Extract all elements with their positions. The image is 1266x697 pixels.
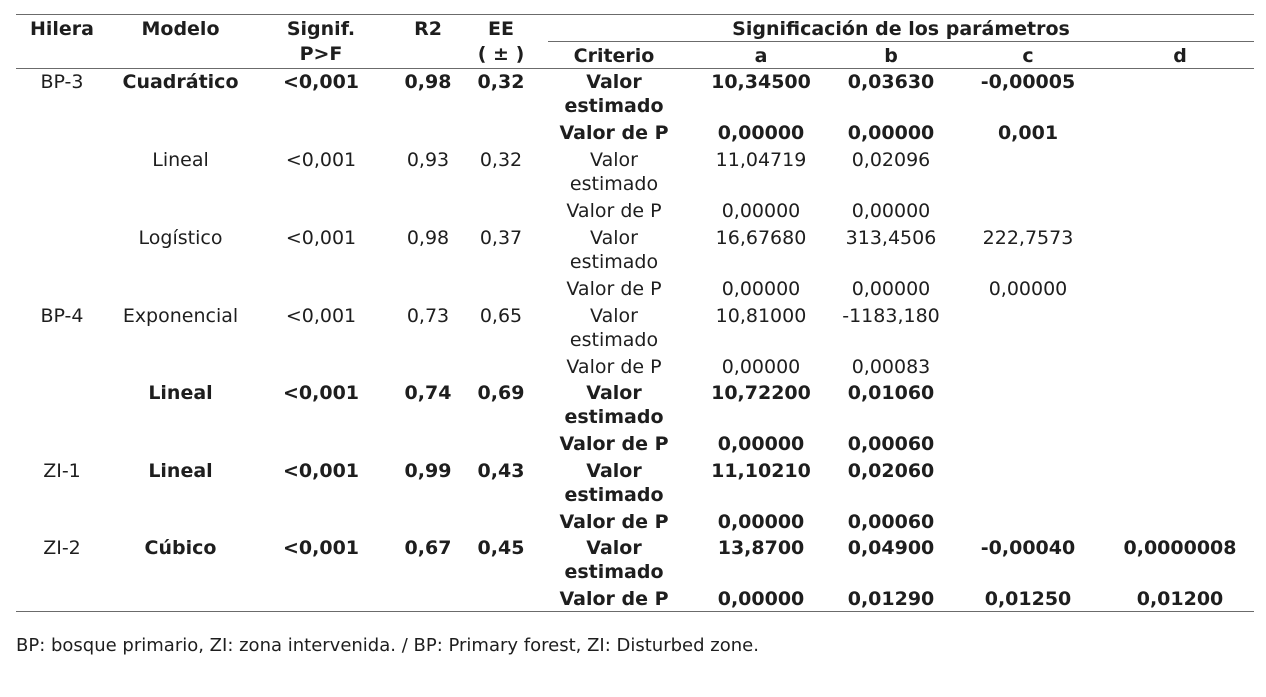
- cell-signif: <0,001: [285, 227, 357, 249]
- cell-criterio-estimado-line2: estimado: [564, 484, 664, 506]
- cell-estimate-b: 0,03630: [847, 71, 935, 93]
- cell-p-b: 0,00000: [851, 278, 931, 300]
- cell-p-b: 0,01290: [847, 588, 935, 610]
- cell-criterio-estimado-line2: estimado: [564, 406, 664, 428]
- header-signif-line2: P>F: [299, 43, 343, 65]
- cell-ee: 0,32: [479, 149, 523, 171]
- cell-estimate-a: 10,34500: [711, 71, 811, 93]
- cell-estimate-a: 11,04719: [715, 149, 807, 171]
- cell-signif: <0,001: [282, 71, 360, 93]
- cell-p-c: 0,01250: [984, 588, 1072, 610]
- cell-p-b: 0,00000: [851, 200, 931, 222]
- cell-criterio-estimado-line1: Valor: [590, 227, 638, 249]
- header-b: b: [884, 45, 898, 67]
- cell-signif: <0,001: [282, 382, 360, 404]
- header-c: c: [1022, 45, 1034, 67]
- cell-modelo: Cúbico: [144, 537, 217, 559]
- cell-criterio-estimado-line1: Valor: [586, 537, 642, 559]
- cell-p-c: 0,001: [997, 122, 1059, 144]
- parameter-header-rule: [548, 41, 1254, 42]
- cell-r2: 0,99: [404, 460, 452, 482]
- cell-estimate-a: 11,10210: [711, 460, 811, 482]
- cell-modelo: Lineal: [152, 149, 209, 171]
- cell-hilera: ZI-2: [43, 537, 81, 559]
- header-a: a: [754, 45, 768, 67]
- cell-p-a: 0,00000: [717, 588, 805, 610]
- cell-estimate-a: 13,8700: [717, 537, 805, 559]
- cell-criterio-estimado-line1: Valor: [586, 382, 642, 404]
- header-bottom-rule: [16, 68, 1254, 69]
- cell-ee: 0,32: [477, 71, 525, 93]
- cell-modelo: Logístico: [138, 227, 223, 249]
- cell-criterio-estimado-line2: estimado: [569, 329, 659, 351]
- header-signif-line1: Signif.: [286, 18, 356, 40]
- header-r2: R2: [414, 18, 442, 40]
- cell-p-a: 0,00000: [717, 122, 805, 144]
- cell-signif: <0,001: [282, 537, 360, 559]
- cell-r2: 0,74: [404, 382, 452, 404]
- header-modelo: Modelo: [141, 18, 220, 40]
- cell-estimate-b: 0,02060: [847, 460, 935, 482]
- cell-criterio-estimado-line1: Valor: [590, 305, 638, 327]
- cell-criterio-estimado-line2: estimado: [564, 561, 664, 583]
- cell-estimate-b: 0,04900: [847, 537, 935, 559]
- cell-estimate-b: 0,01060: [847, 382, 935, 404]
- cell-criterio-estimado-line2: estimado: [569, 173, 659, 195]
- cell-criterio-estimado-line1: Valor: [586, 460, 642, 482]
- cell-ee: 0,37: [479, 227, 523, 249]
- cell-hilera: ZI-1: [43, 460, 81, 482]
- cell-p-a: 0,00000: [721, 278, 801, 300]
- cell-ee: 0,45: [477, 537, 525, 559]
- header-hilera: Hilera: [29, 18, 94, 40]
- cell-criterio-estimado-line2: estimado: [569, 251, 659, 273]
- cell-estimate-a: 10,72200: [711, 382, 811, 404]
- header-significacion: Significación de los parámetros: [732, 18, 1070, 40]
- cell-criterio-p: Valor de P: [559, 511, 669, 533]
- cell-modelo: Exponencial: [122, 305, 239, 327]
- cell-r2: 0,98: [404, 71, 452, 93]
- cell-ee: 0,43: [477, 460, 525, 482]
- cell-p-b: 0,00000: [847, 122, 935, 144]
- cell-criterio-p: Valor de P: [559, 122, 669, 144]
- cell-ee: 0,69: [477, 382, 525, 404]
- cell-criterio-estimado-line1: Valor: [586, 71, 642, 93]
- cell-estimate-d: 0,0000008: [1123, 537, 1237, 559]
- cell-p-d: 0,01200: [1136, 588, 1224, 610]
- header-criterio: Criterio: [573, 45, 655, 67]
- cell-p-b: 0,00083: [851, 356, 931, 378]
- cell-ee: 0,65: [479, 305, 523, 327]
- cell-signif: <0,001: [282, 460, 360, 482]
- cell-estimate-c: -0,00040: [980, 537, 1076, 559]
- header-d: d: [1173, 45, 1187, 67]
- cell-p-b: 0,00060: [847, 433, 935, 455]
- cell-signif: <0,001: [285, 149, 357, 171]
- cell-criterio-p: Valor de P: [566, 356, 662, 378]
- cell-modelo: Cuadrático: [122, 71, 239, 93]
- table-bottom-rule: [16, 611, 1254, 612]
- cell-estimate-a: 10,81000: [715, 305, 807, 327]
- cell-criterio-estimado-line1: Valor: [590, 149, 638, 171]
- cell-estimate-c: -0,00005: [980, 71, 1076, 93]
- cell-criterio-p: Valor de P: [559, 433, 669, 455]
- footnote: BP: bosque primario, ZI: zona intervenida. / BP: Primary forest, ZI: Disturbed zone.: [16, 635, 759, 656]
- cell-hilera: BP-4: [40, 305, 84, 327]
- cell-hilera: BP-3: [40, 71, 84, 93]
- cell-criterio-p: Valor de P: [559, 588, 669, 610]
- cell-p-a: 0,00000: [717, 511, 805, 533]
- cell-r2: 0,73: [406, 305, 450, 327]
- cell-r2: 0,67: [404, 537, 452, 559]
- header-ee-line2: ( ± ): [477, 43, 525, 65]
- cell-r2: 0,93: [406, 149, 450, 171]
- cell-modelo: Lineal: [148, 460, 213, 482]
- cell-estimate-b: 0,02096: [851, 149, 931, 171]
- cell-estimate-b: -1183,180: [842, 305, 940, 327]
- cell-p-b: 0,00060: [847, 511, 935, 533]
- cell-estimate-b: 313,4506: [845, 227, 937, 249]
- cell-modelo: Lineal: [148, 382, 213, 404]
- cell-p-a: 0,00000: [721, 200, 801, 222]
- cell-r2: 0,98: [406, 227, 450, 249]
- cell-estimate-c: 222,7573: [982, 227, 1074, 249]
- cell-estimate-a: 16,67680: [715, 227, 807, 249]
- cell-criterio-p: Valor de P: [566, 200, 662, 222]
- cell-p-c: 0,00000: [988, 278, 1068, 300]
- header-ee-line1: EE: [488, 18, 514, 40]
- cell-p-a: 0,00000: [717, 433, 805, 455]
- table-top-rule: [16, 14, 1254, 15]
- cell-criterio-p: Valor de P: [566, 278, 662, 300]
- cell-p-a: 0,00000: [721, 356, 801, 378]
- cell-signif: <0,001: [285, 305, 357, 327]
- cell-criterio-estimado-line2: estimado: [564, 95, 664, 117]
